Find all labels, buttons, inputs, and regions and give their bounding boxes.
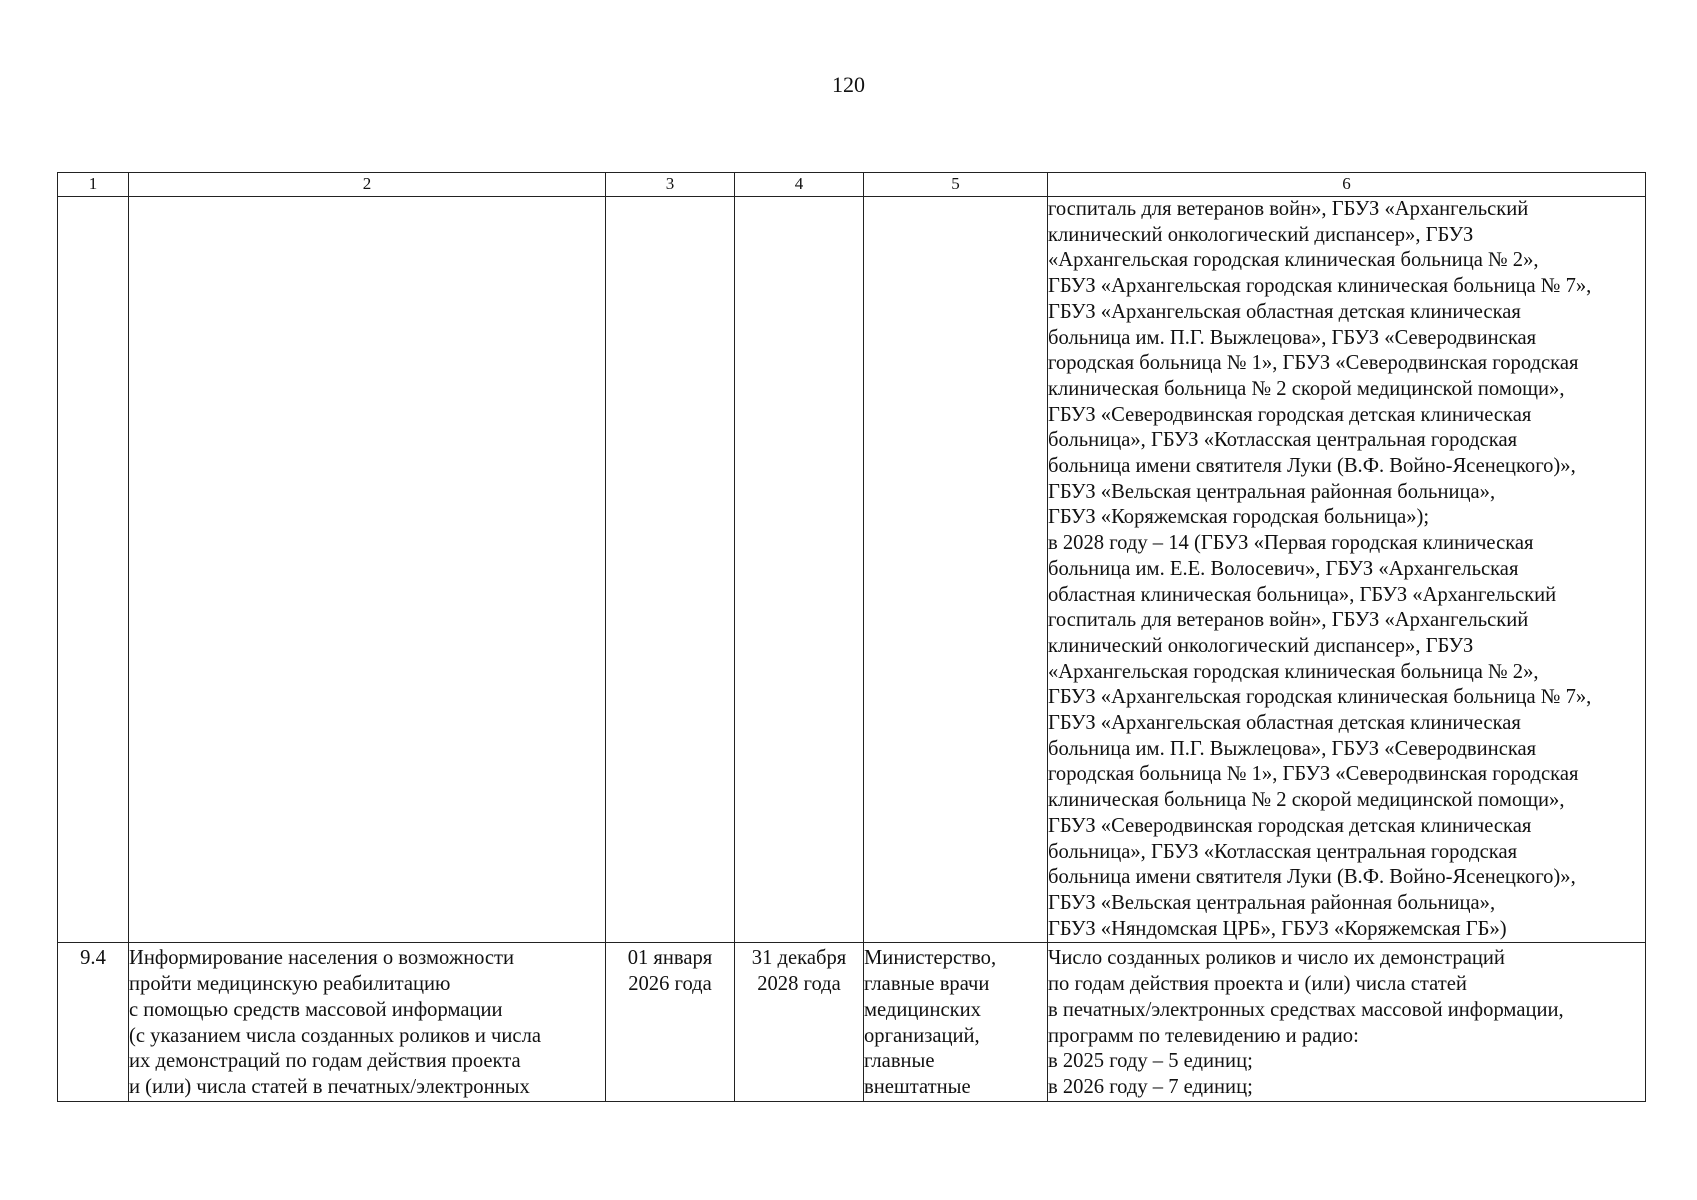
- header-col-5: 5: [864, 173, 1048, 197]
- text-line: городская больница № 1», ГБУЗ «Северодвинская городская: [1048, 763, 1579, 786]
- header-col-3: 3: [606, 173, 735, 197]
- text-line: Число созданных роликов и число их демонстраций: [1048, 947, 1505, 970]
- measure-description-cell: [129, 943, 606, 1101]
- text-line: 2026 года: [628, 973, 712, 996]
- text-line: городская больница № 1», ГБУЗ «Северодвинская городская: [1048, 352, 1579, 375]
- text-line: больница имени святителя Луки (В.Ф. Войно-Ясенецкого)»,: [1048, 866, 1576, 889]
- text-line: в печатных/электронных средствах массовой информации,: [1048, 998, 1564, 1021]
- text-line: 01 января: [627, 947, 713, 970]
- text-line: Министерство,: [864, 947, 997, 970]
- text-line: Информирование населения о возможности: [129, 947, 515, 970]
- text-line: клинический онкологический диспансер», ГБУЗ: [1048, 223, 1474, 246]
- table-row-9-4: [58, 943, 1646, 1101]
- text-line: клиническая больница № 2 скорой медицинской помощи»,: [1048, 377, 1565, 400]
- text-line: ГБУЗ «Архангельская городская клиническая больница № 7»,: [1048, 275, 1592, 298]
- cont-cell-4: [735, 197, 864, 943]
- text-line: в 2025 году – 5 единиц;: [1048, 1050, 1253, 1073]
- text-line: больница им. П.Г. Выжлецова», ГБУЗ «Северодвинская: [1048, 737, 1537, 760]
- text-line: в 2026 году – 7 единиц;: [1048, 1075, 1253, 1098]
- text-line: ГБУЗ «Вельская центральная районная больница»,: [1048, 480, 1496, 503]
- end-date-cell: [735, 943, 864, 1101]
- text-line: организаций,: [864, 1024, 980, 1047]
- text-line: пройти медицинскую реабилитацию: [129, 973, 451, 996]
- cont-cell-3: [606, 197, 735, 943]
- measure-description: [129, 946, 605, 1100]
- text-line: программ по телевидению и радио:: [1048, 1024, 1359, 1047]
- text-line: ГБУЗ «Архангельская городская клиническая больница № 7»,: [1048, 686, 1592, 709]
- text-line: больница имени святителя Луки (В.Ф. Войно-Ясенецкого)»,: [1048, 455, 1576, 478]
- header-col-1: 1: [58, 173, 129, 197]
- text-line: в 2028 году – 14 (ГБУЗ «Первая городская клиническая: [1048, 532, 1534, 555]
- text-line: клинический онкологический диспансер», ГБУЗ: [1048, 634, 1474, 657]
- table-row-continuation: [58, 197, 1646, 943]
- page-number: 120: [832, 72, 865, 97]
- text-line: ГБУЗ «Северодвинская городская детская клиническая: [1048, 403, 1532, 426]
- text-line: (с указанием числа созданных роликов и числа: [129, 1024, 541, 1047]
- text-line: «Архангельская городская клиническая больница № 2»,: [1048, 660, 1539, 683]
- text-line: ГБУЗ «Архангельская областная детская клиническая: [1048, 712, 1521, 735]
- text-line: ГБУЗ «Няндомская ЦРБ», ГБУЗ «Коряжемская ГБ»): [1048, 917, 1507, 940]
- text-line: госпиталь для ветеранов войн», ГБУЗ «Архангельский: [1048, 198, 1529, 220]
- table-header-row: [58, 173, 1646, 197]
- text-line: больница», ГБУЗ «Котласская центральная городская: [1048, 429, 1518, 452]
- start-date-cell: [606, 943, 735, 1101]
- text-line: медицинских: [864, 998, 981, 1021]
- text-line: ГБУЗ «Коряжемская городская больница»);: [1048, 506, 1430, 529]
- header-col-6: 6: [1048, 173, 1646, 197]
- cont-col6-text: [1048, 197, 1645, 942]
- text-line: «Архангельская городская клиническая больница № 2»,: [1048, 249, 1539, 272]
- text-line: главные врачи: [864, 973, 990, 996]
- text-line: внештатные: [864, 1075, 971, 1098]
- text-line: больница», ГБУЗ «Котласская центральная городская: [1048, 840, 1518, 863]
- text-line: больница им. Е.Е. Волосевич», ГБУЗ «Архангельская: [1048, 557, 1519, 580]
- text-line: госпиталь для ветеранов войн», ГБУЗ «Архангельский: [1048, 609, 1529, 632]
- row-number: 9.4: [80, 947, 106, 970]
- responsible-cell: [864, 943, 1048, 1101]
- text-line: 2028 года: [757, 973, 841, 996]
- cont-cell-2: [129, 197, 606, 943]
- text-line: их демонстраций по годам действия проекта: [129, 1050, 521, 1073]
- text-line: и (или) числа статей в печатных/электронных: [129, 1075, 530, 1098]
- text-line: больница им. П.Г. Выжлецова», ГБУЗ «Северодвинская: [1048, 326, 1537, 349]
- text-line: ГБУЗ «Архангельская областная детская клиническая: [1048, 300, 1521, 323]
- text-line: по годам действия проекта и (или) числа статей: [1048, 973, 1467, 996]
- start-date: [606, 946, 734, 997]
- responsible: [864, 946, 1047, 1100]
- indicator-cell: [1048, 943, 1646, 1101]
- measures-table: [57, 172, 1646, 1102]
- text-line: областная клиническая больница», ГБУЗ «Архангельский: [1048, 583, 1557, 606]
- end-date: [735, 946, 863, 997]
- text-line: с помощью средств массовой информации: [129, 998, 503, 1021]
- text-line: ГБУЗ «Северодвинская городская детская клиническая: [1048, 814, 1532, 837]
- indicator: [1048, 946, 1645, 1100]
- text-line: главные: [864, 1050, 935, 1073]
- text-line: ГБУЗ «Вельская центральная районная больница»,: [1048, 891, 1496, 914]
- header-col-2: 2: [129, 173, 606, 197]
- text-line: 31 декабря: [751, 947, 847, 970]
- cont-cell-1: [58, 197, 129, 943]
- text-line: клиническая больница № 2 скорой медицинской помощи»,: [1048, 789, 1565, 812]
- row-number-cell: [58, 943, 129, 1101]
- header-col-4: 4: [735, 173, 864, 197]
- cont-cell-5: [864, 197, 1048, 943]
- cont-cell-6: [1048, 197, 1646, 943]
